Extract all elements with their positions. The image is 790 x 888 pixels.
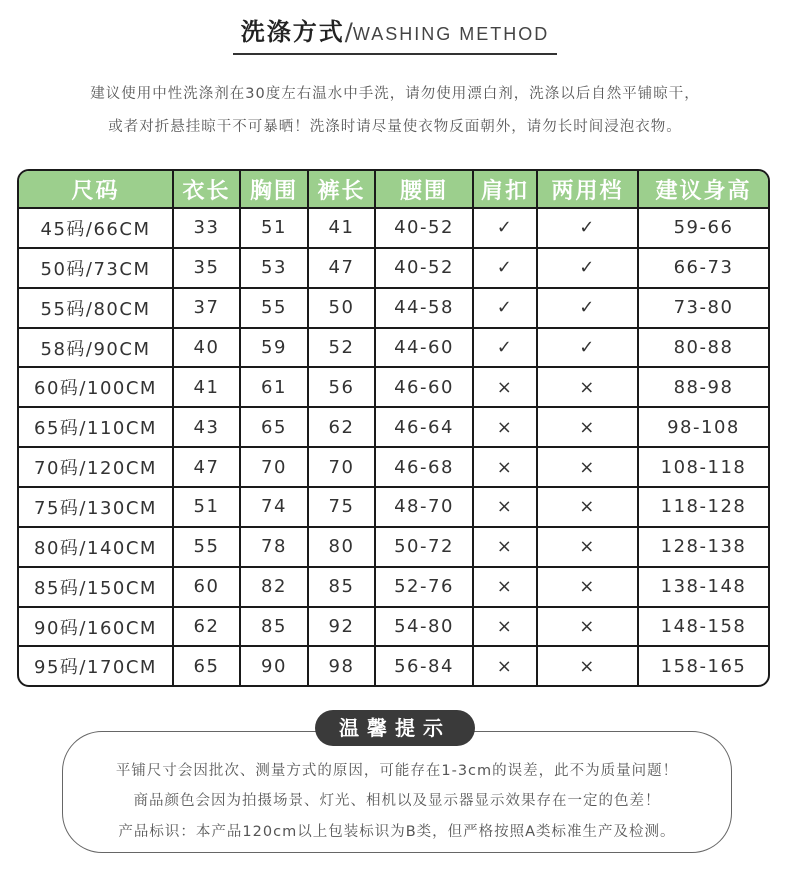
table-cell: 59-66 bbox=[638, 208, 768, 248]
table-cell: 56 bbox=[308, 367, 375, 407]
table-cell: 75码/130CM bbox=[19, 487, 173, 527]
table-cell: 47 bbox=[173, 447, 240, 487]
table-cell: × bbox=[473, 447, 537, 487]
title-english: WASHING METHOD bbox=[352, 24, 550, 44]
table-cell: 108-118 bbox=[638, 447, 768, 487]
table-cell: 80码/140CM bbox=[19, 527, 173, 567]
table-cell: 74 bbox=[240, 487, 308, 527]
table-cell: × bbox=[537, 367, 638, 407]
table-cell: 98 bbox=[308, 646, 375, 685]
header-dual-crotch: 两用档 bbox=[537, 171, 638, 208]
table-cell: 78 bbox=[240, 527, 308, 567]
size-table bbox=[19, 171, 768, 685]
table-cell: 46-64 bbox=[375, 407, 473, 447]
table-cell: 43 bbox=[173, 407, 240, 447]
table-cell: 98-108 bbox=[638, 407, 768, 447]
table-cell: 35 bbox=[173, 248, 240, 288]
table-cell: 60码/100CM bbox=[19, 367, 173, 407]
table-cell: 59 bbox=[240, 328, 308, 368]
table-header-row bbox=[19, 171, 768, 208]
table-cell: 92 bbox=[308, 607, 375, 647]
table-row bbox=[19, 646, 768, 685]
intro-line-2: 或者对折悬挂晾干不可暴晒！洗涤时请尽量使衣物反面朝外，请勿长时间浸泡衣物。 bbox=[108, 119, 682, 135]
header-size: 尺码 bbox=[19, 171, 173, 208]
table-cell: 46-68 bbox=[375, 447, 473, 487]
table-cell: 40-52 bbox=[375, 208, 473, 248]
table-cell: 73-80 bbox=[638, 288, 768, 328]
table-cell: 51 bbox=[240, 208, 308, 248]
header-pants-length: 裤长 bbox=[308, 171, 375, 208]
table-cell: ✓ bbox=[537, 288, 638, 328]
table-cell: 60 bbox=[173, 567, 240, 607]
table-row bbox=[19, 328, 768, 368]
table-cell: × bbox=[473, 407, 537, 447]
table-cell: 128-138 bbox=[638, 527, 768, 567]
table-cell: 51 bbox=[173, 487, 240, 527]
table-cell: 62 bbox=[308, 407, 375, 447]
page-title bbox=[233, 12, 557, 55]
table-row bbox=[19, 288, 768, 328]
table-cell: 65 bbox=[240, 407, 308, 447]
table-row bbox=[19, 208, 768, 248]
table-cell: 55码/80CM bbox=[19, 288, 173, 328]
table-cell: 138-148 bbox=[638, 567, 768, 607]
table-cell: 65码/110CM bbox=[19, 407, 173, 447]
table-cell: × bbox=[537, 567, 638, 607]
tips-badge: 温馨提示 bbox=[315, 710, 475, 746]
table-cell: 33 bbox=[173, 208, 240, 248]
table-cell: 52 bbox=[308, 328, 375, 368]
size-table-container bbox=[17, 169, 770, 687]
table-cell: 58码/90CM bbox=[19, 328, 173, 368]
table-cell: × bbox=[537, 527, 638, 567]
title-chinese: 洗涤方式 bbox=[240, 18, 345, 46]
table-cell: ✓ bbox=[537, 208, 638, 248]
table-cell: 55 bbox=[173, 527, 240, 567]
table-cell: 40 bbox=[173, 328, 240, 368]
header-chest: 胸围 bbox=[240, 171, 308, 208]
table-cell: 90码/160CM bbox=[19, 607, 173, 647]
table-cell: 70码/120CM bbox=[19, 447, 173, 487]
table-cell: 82 bbox=[240, 567, 308, 607]
table-cell: 48-70 bbox=[375, 487, 473, 527]
table-row bbox=[19, 248, 768, 288]
table-cell: 62 bbox=[173, 607, 240, 647]
table-cell: × bbox=[537, 646, 638, 685]
table-cell: ✓ bbox=[537, 328, 638, 368]
table-row bbox=[19, 567, 768, 607]
table-cell: ✓ bbox=[473, 288, 537, 328]
table-cell: 50 bbox=[308, 288, 375, 328]
table-cell: 70 bbox=[240, 447, 308, 487]
intro-line-1: 建议使用中性洗涤剂在30度左右温水中手洗，请勿使用漂白剂，洗涤以后自然平铺晾干， bbox=[90, 86, 700, 102]
table-cell: 40-52 bbox=[375, 248, 473, 288]
table-cell: 41 bbox=[173, 367, 240, 407]
table-row bbox=[19, 527, 768, 567]
table-cell: 80 bbox=[308, 527, 375, 567]
table-cell: 66-73 bbox=[638, 248, 768, 288]
table-cell: 75 bbox=[308, 487, 375, 527]
table-row bbox=[19, 607, 768, 647]
table-cell: 148-158 bbox=[638, 607, 768, 647]
table-cell: 46-60 bbox=[375, 367, 473, 407]
table-cell: 47 bbox=[308, 248, 375, 288]
table-cell: 37 bbox=[173, 288, 240, 328]
table-cell: 95码/170CM bbox=[19, 646, 173, 685]
header-suggested-height: 建议身高 bbox=[638, 171, 768, 208]
table-cell: × bbox=[537, 607, 638, 647]
table-cell: 85 bbox=[308, 567, 375, 607]
table-cell: 70 bbox=[308, 447, 375, 487]
table-cell: 118-128 bbox=[638, 487, 768, 527]
table-cell: × bbox=[473, 527, 537, 567]
table-cell: × bbox=[537, 407, 638, 447]
table-cell: 44-58 bbox=[375, 288, 473, 328]
tip-line-3: 产品标识：本产品120cm以上包装标识为B类，但严格按照A类标准生产及检测。 bbox=[118, 824, 676, 840]
table-cell: ✓ bbox=[473, 208, 537, 248]
table-cell: × bbox=[473, 567, 537, 607]
table-cell: 56-84 bbox=[375, 646, 473, 685]
table-cell: × bbox=[537, 487, 638, 527]
table-cell: ✓ bbox=[537, 248, 638, 288]
table-row bbox=[19, 407, 768, 447]
table-cell: 41 bbox=[308, 208, 375, 248]
table-cell: 85码/150CM bbox=[19, 567, 173, 607]
table-cell: 50码/73CM bbox=[19, 248, 173, 288]
header-shoulder-button: 肩扣 bbox=[473, 171, 537, 208]
table-row bbox=[19, 447, 768, 487]
table-cell: 52-76 bbox=[375, 567, 473, 607]
tip-line-2: 商品颜色会因为拍摄场景、灯光、相机以及显示器显示效果存在一定的色差！ bbox=[133, 793, 661, 809]
table-cell: × bbox=[537, 447, 638, 487]
tip-line-1: 平铺尺寸会因批次、测量方式的原因，可能存在1-3cm的误差，此不为质量问题！ bbox=[115, 763, 679, 779]
table-cell: 65 bbox=[173, 646, 240, 685]
table-cell: 85 bbox=[240, 607, 308, 647]
table-cell: 44-60 bbox=[375, 328, 473, 368]
table-cell: 45码/66CM bbox=[19, 208, 173, 248]
table-cell: 80-88 bbox=[638, 328, 768, 368]
title-slash: / bbox=[344, 18, 353, 46]
table-cell: 88-98 bbox=[638, 367, 768, 407]
table-row bbox=[19, 367, 768, 407]
header-length: 衣长 bbox=[173, 171, 240, 208]
table-body bbox=[19, 208, 768, 685]
table-cell: × bbox=[473, 607, 537, 647]
table-cell: 90 bbox=[240, 646, 308, 685]
table-cell: × bbox=[473, 646, 537, 685]
header-waist: 腰围 bbox=[375, 171, 473, 208]
table-cell: 54-80 bbox=[375, 607, 473, 647]
table-cell: 53 bbox=[240, 248, 308, 288]
table-cell: ✓ bbox=[473, 328, 537, 368]
table-cell: × bbox=[473, 487, 537, 527]
table-cell: 158-165 bbox=[660, 655, 747, 677]
table-cell: 55 bbox=[240, 288, 308, 328]
title-section bbox=[0, 12, 790, 55]
table-cell: 50-72 bbox=[375, 527, 473, 567]
table-row bbox=[19, 487, 768, 527]
table-cell: ✓ bbox=[473, 248, 537, 288]
table-cell: × bbox=[473, 367, 537, 407]
table-cell: 61 bbox=[240, 367, 308, 407]
